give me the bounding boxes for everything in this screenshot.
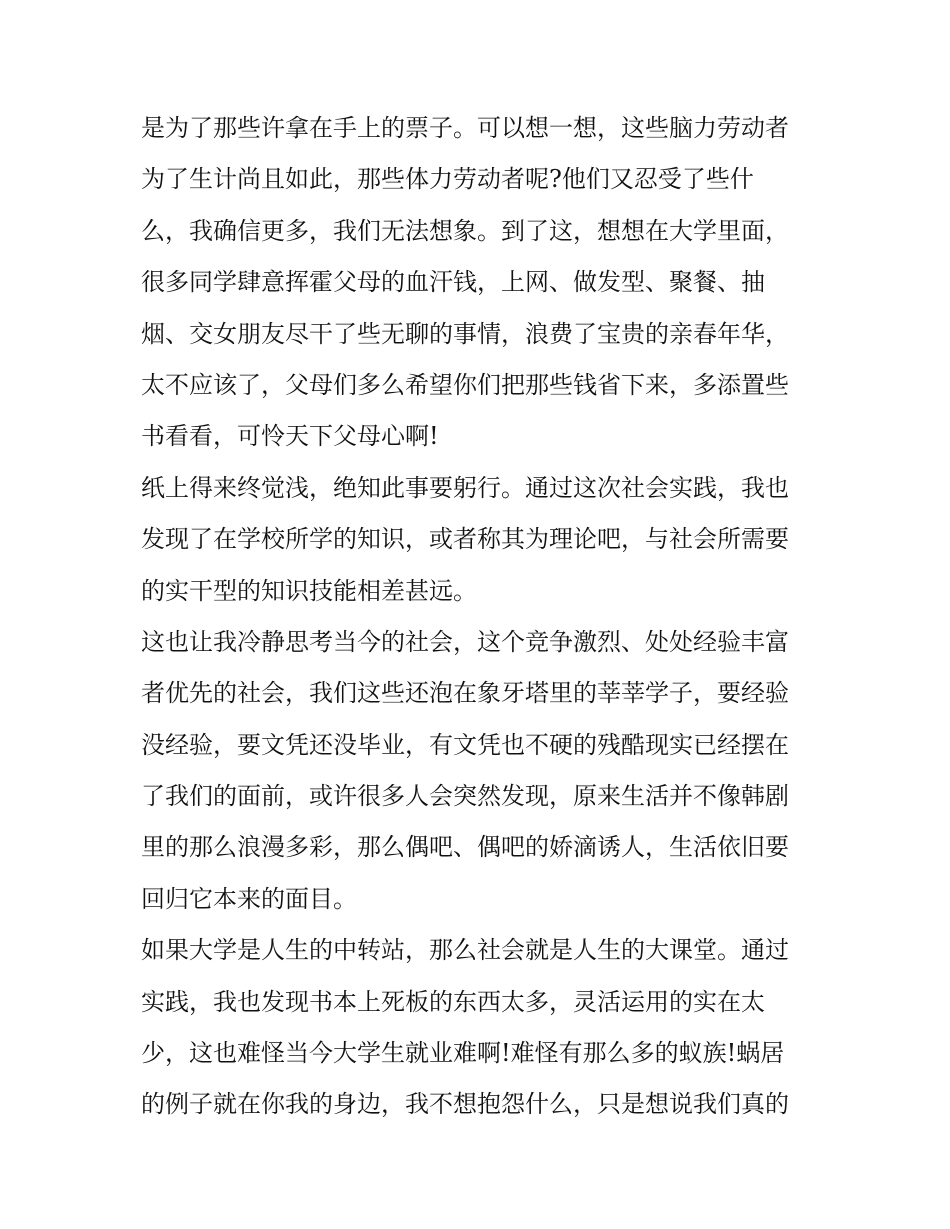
body-text [141,103,821,1131]
text-line-4: 很多同学肆意挥霍父母的血汗钱，上网、做发型、聚餐、抽 [141,268,765,297]
text-line-20: 的例子就在你我的身边，我不想抱怨什么，只是想说我们真的 [141,1090,789,1119]
text-line-13: 没经验，要文凭还没毕业，有文凭也不硬的残酷现实已经摆在 [141,730,789,759]
text-line-2: 为了生计尚且如此，那些体力劳动者呢?他们又忍受了些什 [141,165,754,194]
text-line-12: 者优先的社会，我们这些还泡在象牙塔里的莘莘学子，要经验 [141,679,789,708]
text-line-15: 里的那么浪漫多彩，那么偶吧、偶吧的娇滴诱人，生活依旧要 [141,833,789,862]
text-line-5: 烟、交女朋友尽干了些无聊的事情，浪费了宝贵的亲春年华， [141,319,789,348]
text-line-16: 回归它本来的面目。 [141,884,357,913]
text-line-10: 的实干型的知识技能相差甚远。 [141,576,477,605]
text-line-9: 发现了在学校所学的知识，或者称其为理论吧，与社会所需要 [141,525,789,554]
text-line-8: 纸上得来终觉浅，绝知此事要躬行。通过这次社会实践，我也 [141,473,789,502]
text-line-11: 这也让我冷静思考当今的社会，这个竞争激烈、处处经验丰富 [141,627,789,656]
text-line-19: 少，这也难怪当今大学生就业难啊!难怪有那么多的蚁族!蜗居 [141,1039,785,1068]
text-line-3: 么，我确信更多，我们无法想象。到了这，想想在大学里面， [141,216,789,245]
text-line-17: 如果大学是人生的中转站，那么社会就是人生的大课堂。通过 [141,936,789,965]
text-line-1: 是为了那些许拿在手上的票子。可以想一想，这些脑力劳动者 [141,114,789,142]
text-line-6: 太不应该了，父母们多么希望你们把那些钱省下来，多添置些 [141,370,789,399]
text-line-7: 书看看，可怜天下父母心啊! [141,422,439,451]
text-line-14: 了我们的面前，或许很多人会突然发现，原来生活并不像韩剧 [141,782,789,811]
text-line-18: 实践，我也发现书本上死板的东西太多，灵活运用的实在太 [141,987,765,1016]
